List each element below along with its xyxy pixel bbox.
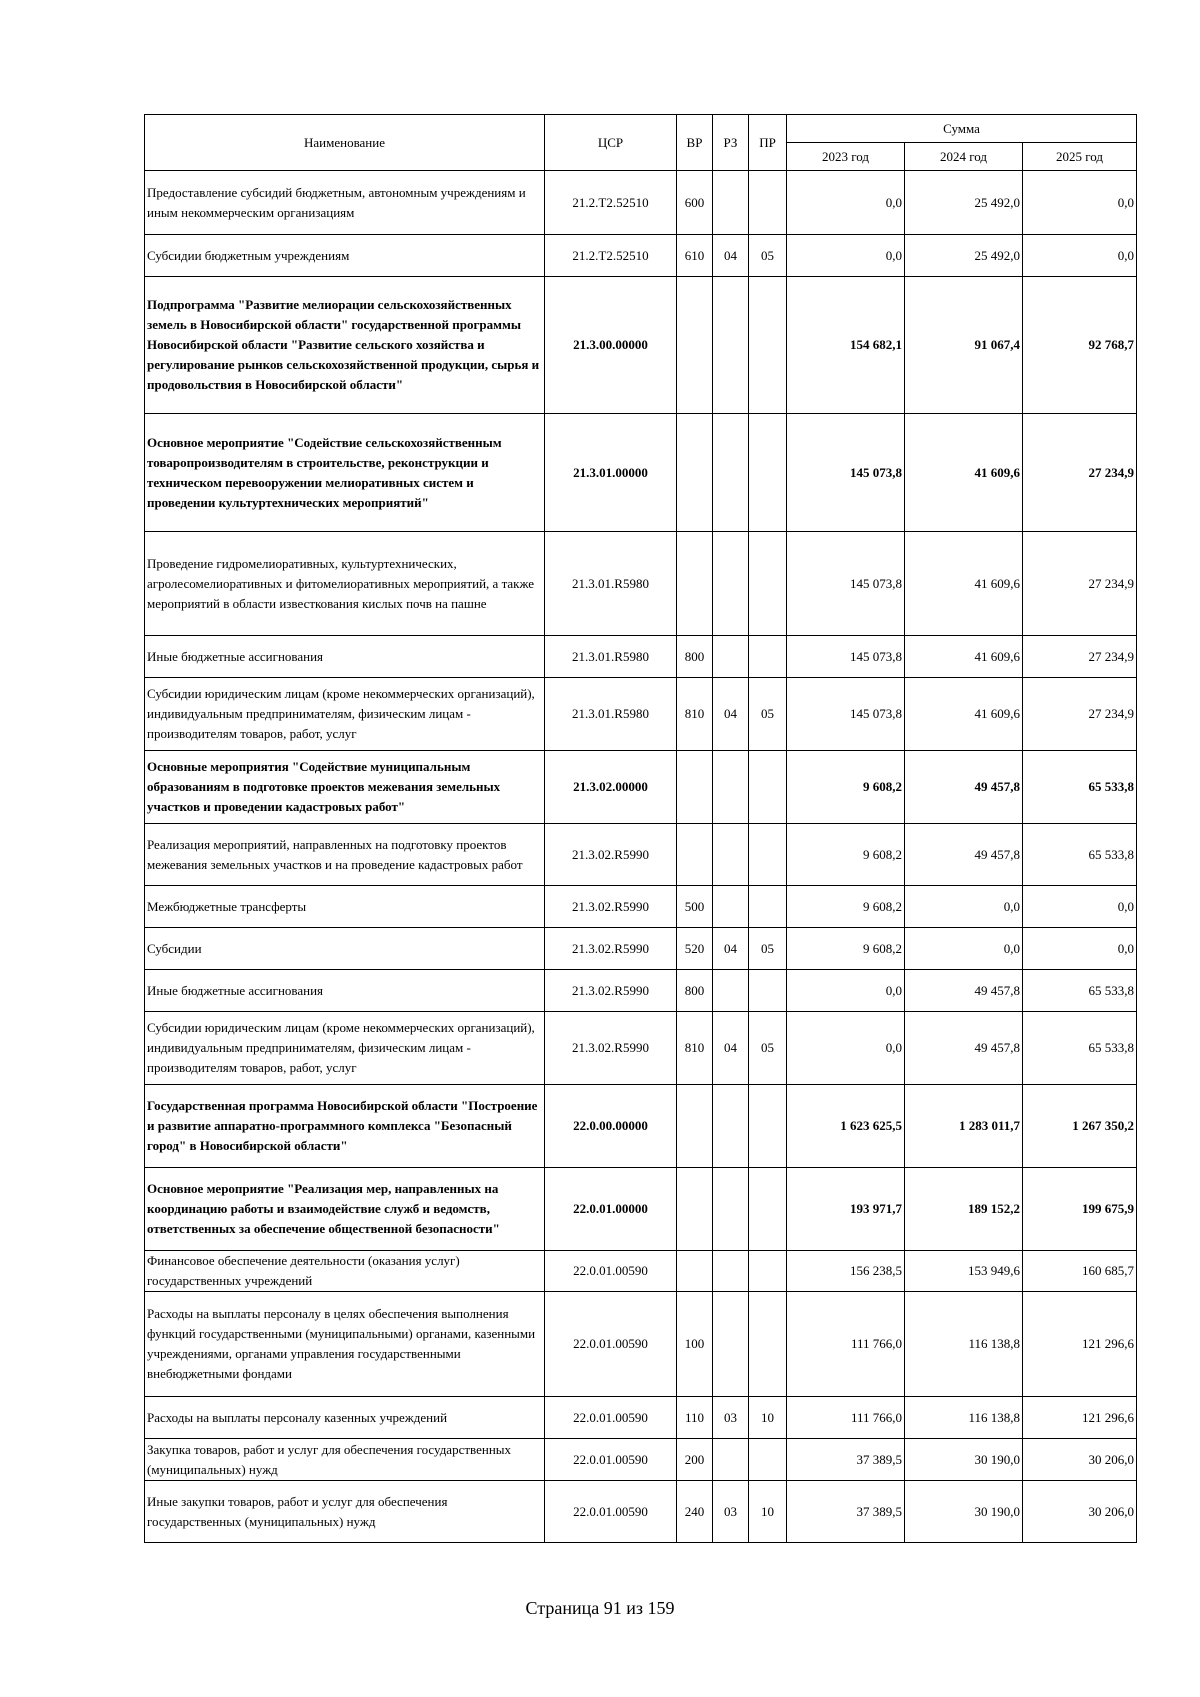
cell-amount-2023: 145 073,8: [787, 678, 905, 751]
cell-rz: [713, 970, 749, 1012]
cell-pr: [749, 636, 787, 678]
table-row: [145, 636, 1137, 678]
cell-rz: [713, 1251, 749, 1292]
cell-csr: 21.3.02.R5990: [545, 1012, 677, 1085]
cell-amount-2025: 160 685,7: [1023, 1251, 1137, 1292]
table-row: [145, 1439, 1137, 1481]
header-year-2024: 2024 год: [905, 143, 1023, 171]
table-row: [145, 1168, 1137, 1251]
cell-csr: 21.3.02.00000: [545, 751, 677, 824]
cell-amount-2024: 91 067,4: [905, 277, 1023, 414]
cell-csr: 21.3.01.R5980: [545, 532, 677, 636]
cell-name: Проведение гидромелиоративных, культуртехнических, агролесомелиоративных и фитомелиоративных мероприятий, а также мероприятий в области известкования кислых почв на пашне: [145, 532, 545, 636]
cell-vr: 520: [677, 928, 713, 970]
header-rz: РЗ: [713, 115, 749, 171]
cell-vr: 500: [677, 886, 713, 928]
cell-csr: 21.3.02.R5990: [545, 970, 677, 1012]
cell-amount-2023: 37 389,5: [787, 1481, 905, 1543]
cell-vr: 110: [677, 1397, 713, 1439]
header-vr: ВР: [677, 115, 713, 171]
cell-rz: [713, 171, 749, 235]
cell-amount-2025: 121 296,6: [1023, 1397, 1137, 1439]
cell-amount-2024: 30 190,0: [905, 1481, 1023, 1543]
cell-vr: 610: [677, 235, 713, 277]
cell-vr: 600: [677, 171, 713, 235]
cell-csr: 22.0.01.00590: [545, 1481, 677, 1543]
cell-amount-2023: 145 073,8: [787, 636, 905, 678]
cell-csr: 21.3.01.R5980: [545, 678, 677, 751]
cell-rz: [713, 886, 749, 928]
cell-csr: 21.2.Т2.52510: [545, 235, 677, 277]
cell-amount-2023: 154 682,1: [787, 277, 905, 414]
cell-amount-2025: 27 234,9: [1023, 636, 1137, 678]
cell-pr: 05: [749, 928, 787, 970]
cell-csr: 22.0.01.00590: [545, 1292, 677, 1397]
cell-rz: 03: [713, 1481, 749, 1543]
cell-amount-2024: 1 283 011,7: [905, 1085, 1023, 1168]
cell-amount-2024: 49 457,8: [905, 824, 1023, 886]
cell-pr: [749, 824, 787, 886]
cell-amount-2025: 27 234,9: [1023, 532, 1137, 636]
table-row: [145, 1251, 1137, 1292]
cell-csr: 22.0.01.00590: [545, 1251, 677, 1292]
cell-name: Субсидии бюджетным учреждениям: [145, 235, 545, 277]
cell-vr: 240: [677, 1481, 713, 1543]
cell-pr: [749, 414, 787, 532]
cell-amount-2024: 41 609,6: [905, 636, 1023, 678]
cell-pr: [749, 1085, 787, 1168]
header-csr: ЦСР: [545, 115, 677, 171]
cell-amount-2025: 0,0: [1023, 235, 1137, 277]
cell-vr: [677, 1085, 713, 1168]
cell-pr: 10: [749, 1481, 787, 1543]
cell-vr: 810: [677, 678, 713, 751]
table-row: [145, 751, 1137, 824]
cell-amount-2023: 145 073,8: [787, 532, 905, 636]
cell-csr: 21.3.02.R5990: [545, 824, 677, 886]
cell-amount-2024: 0,0: [905, 928, 1023, 970]
cell-pr: [749, 1292, 787, 1397]
cell-rz: [713, 532, 749, 636]
table-row: [145, 928, 1137, 970]
table-row: [145, 1292, 1137, 1397]
cell-amount-2025: 121 296,6: [1023, 1292, 1137, 1397]
cell-csr: 22.0.01.00000: [545, 1168, 677, 1251]
cell-vr: [677, 1168, 713, 1251]
cell-amount-2025: 0,0: [1023, 886, 1137, 928]
cell-pr: [749, 886, 787, 928]
cell-vr: [677, 751, 713, 824]
page-number: Страница 91 из 159: [525, 1598, 675, 1618]
cell-rz: [713, 751, 749, 824]
table-row: [145, 824, 1137, 886]
table-header: [145, 115, 1137, 171]
cell-vr: 100: [677, 1292, 713, 1397]
cell-csr: 21.3.01.00000: [545, 414, 677, 532]
cell-amount-2023: 9 608,2: [787, 824, 905, 886]
cell-vr: 800: [677, 636, 713, 678]
table-row: [145, 414, 1137, 532]
table-row: [145, 235, 1137, 277]
cell-rz: 04: [713, 235, 749, 277]
cell-name: Субсидии: [145, 928, 545, 970]
cell-amount-2023: 9 608,2: [787, 886, 905, 928]
cell-amount-2024: 41 609,6: [905, 532, 1023, 636]
cell-rz: [713, 1168, 749, 1251]
cell-vr: 810: [677, 1012, 713, 1085]
cell-name: Субсидии юридическим лицам (кроме некоммерческих организаций), индивидуальным предпринимателям, физическим лицам - производителям товаров, работ, услуг: [145, 678, 545, 751]
cell-pr: [749, 171, 787, 235]
cell-vr: [677, 532, 713, 636]
cell-amount-2024: 25 492,0: [905, 235, 1023, 277]
cell-name: Основное мероприятие "Реализация мер, направленных на координацию работы и взаимодействие служб и ведомств, ответственных за обеспечение общественной безопасности": [145, 1168, 545, 1251]
header-name: Наименование: [145, 115, 545, 171]
cell-pr: [749, 1251, 787, 1292]
cell-name: Основное мероприятие "Содействие сельскохозяйственным товаропроизводителям в строительстве, реконструкции и техническом перевооружении мелиоративных систем и проведении культуртехнических мероприятий": [145, 414, 545, 532]
table-row: [145, 678, 1137, 751]
cell-name: Иные закупки товаров, работ и услуг для обеспечения государственных (муниципальных) нужд: [145, 1481, 545, 1543]
header-year-2023: 2023 год: [787, 143, 905, 171]
cell-amount-2024: 41 609,6: [905, 414, 1023, 532]
cell-name: Реализация мероприятий, направленных на подготовку проектов межевания земельных участков и на проведение кадастровых работ: [145, 824, 545, 886]
cell-amount-2023: 156 238,5: [787, 1251, 905, 1292]
cell-csr: 21.2.Т2.52510: [545, 171, 677, 235]
cell-name: Иные бюджетные ассигнования: [145, 636, 545, 678]
cell-name: Подпрограмма "Развитие мелиорации сельскохозяйственных земель в Новосибирской области" государственной программы Новосибирской области "Развитие сельского хозяйства и регулирование рынков сельскохозяйственной продукции, сырья и продовольствия в Новосибирской области": [145, 277, 545, 414]
cell-pr: 05: [749, 678, 787, 751]
cell-rz: [713, 824, 749, 886]
cell-rz: 04: [713, 1012, 749, 1085]
cell-name: Межбюджетные трансферты: [145, 886, 545, 928]
cell-amount-2024: 49 457,8: [905, 751, 1023, 824]
cell-amount-2024: 116 138,8: [905, 1292, 1023, 1397]
cell-amount-2024: 30 190,0: [905, 1439, 1023, 1481]
cell-rz: [713, 414, 749, 532]
table-row: [145, 1012, 1137, 1085]
cell-rz: 04: [713, 678, 749, 751]
cell-pr: 10: [749, 1397, 787, 1439]
cell-pr: [749, 1439, 787, 1481]
cell-pr: [749, 970, 787, 1012]
table-row: [145, 1397, 1137, 1439]
table-row: [145, 970, 1137, 1012]
cell-pr: 05: [749, 235, 787, 277]
cell-rz: [713, 277, 749, 414]
cell-amount-2023: 193 971,7: [787, 1168, 905, 1251]
cell-pr: [749, 532, 787, 636]
cell-name: Основные мероприятия "Содействие муниципальным образованиям в подготовке проектов межевания земельных участков и проведении кадастровых работ": [145, 751, 545, 824]
cell-rz: [713, 636, 749, 678]
cell-amount-2025: 65 533,8: [1023, 824, 1137, 886]
table-row: [145, 277, 1137, 414]
table-row: [145, 171, 1137, 235]
cell-vr: 200: [677, 1439, 713, 1481]
cell-amount-2025: 199 675,9: [1023, 1168, 1137, 1251]
cell-rz: 04: [713, 928, 749, 970]
cell-rz: [713, 1439, 749, 1481]
cell-amount-2023: 0,0: [787, 235, 905, 277]
cell-csr: 21.3.02.R5990: [545, 928, 677, 970]
cell-name: Иные бюджетные ассигнования: [145, 970, 545, 1012]
cell-amount-2025: 30 206,0: [1023, 1481, 1137, 1543]
cell-vr: [677, 1251, 713, 1292]
cell-amount-2025: 92 768,7: [1023, 277, 1137, 414]
cell-csr: 21.3.00.00000: [545, 277, 677, 414]
table-row: [145, 886, 1137, 928]
header-sum: Сумма: [787, 115, 1137, 143]
table-row: [145, 532, 1137, 636]
cell-amount-2024: 0,0: [905, 886, 1023, 928]
cell-name: Расходы на выплаты персоналу в целях обеспечения выполнения функций государственными (муниципальными) органами, казенными учреждениями, органами управления государственными внебюджетными фондами: [145, 1292, 545, 1397]
cell-rz: 03: [713, 1397, 749, 1439]
cell-name: Предоставление субсидий бюджетным, автономным учреждениям и иным некоммерческим организациям: [145, 171, 545, 235]
header-year-2025: 2025 год: [1023, 143, 1137, 171]
cell-amount-2025: 30 206,0: [1023, 1439, 1137, 1481]
cell-csr: 22.0.01.00590: [545, 1397, 677, 1439]
cell-amount-2024: 49 457,8: [905, 970, 1023, 1012]
cell-vr: [677, 277, 713, 414]
cell-name: Закупка товаров, работ и услуг для обеспечения государственных (муниципальных) нужд: [145, 1439, 545, 1481]
cell-vr: [677, 414, 713, 532]
table-body: [145, 171, 1137, 1543]
cell-amount-2025: 0,0: [1023, 928, 1137, 970]
cell-pr: 05: [749, 1012, 787, 1085]
cell-amount-2024: 189 152,2: [905, 1168, 1023, 1251]
cell-csr: 21.3.01.R5980: [545, 636, 677, 678]
header-pr: ПР: [749, 115, 787, 171]
cell-amount-2024: 25 492,0: [905, 171, 1023, 235]
cell-amount-2023: 111 766,0: [787, 1397, 905, 1439]
cell-amount-2023: 9 608,2: [787, 928, 905, 970]
cell-pr: [749, 277, 787, 414]
budget-table: [144, 114, 1137, 1543]
cell-csr: 22.0.00.00000: [545, 1085, 677, 1168]
cell-pr: [749, 1168, 787, 1251]
cell-amount-2025: 27 234,9: [1023, 414, 1137, 532]
cell-pr: [749, 751, 787, 824]
cell-amount-2023: 0,0: [787, 970, 905, 1012]
cell-amount-2025: 65 533,8: [1023, 970, 1137, 1012]
cell-amount-2023: 1 623 625,5: [787, 1085, 905, 1168]
cell-amount-2023: 111 766,0: [787, 1292, 905, 1397]
cell-amount-2023: 9 608,2: [787, 751, 905, 824]
cell-amount-2024: 153 949,6: [905, 1251, 1023, 1292]
cell-name: Финансовое обеспечение деятельности (оказания услуг) государственных учреждений: [145, 1251, 545, 1292]
cell-amount-2023: 145 073,8: [787, 414, 905, 532]
cell-name: Субсидии юридическим лицам (кроме некоммерческих организаций), индивидуальным предпринимателям, физическим лицам - производителям товаров, работ, услуг: [145, 1012, 545, 1085]
cell-amount-2024: 116 138,8: [905, 1397, 1023, 1439]
cell-amount-2025: 65 533,8: [1023, 1012, 1137, 1085]
cell-amount-2025: 1 267 350,2: [1023, 1085, 1137, 1168]
cell-amount-2023: 37 389,5: [787, 1439, 905, 1481]
cell-vr: 800: [677, 970, 713, 1012]
cell-name: Расходы на выплаты персоналу казенных учреждений: [145, 1397, 545, 1439]
table-row: [145, 1481, 1137, 1543]
cell-amount-2024: 41 609,6: [905, 678, 1023, 751]
cell-csr: 21.3.02.R5990: [545, 886, 677, 928]
cell-rz: [713, 1292, 749, 1397]
cell-amount-2025: 0,0: [1023, 171, 1137, 235]
cell-csr: 22.0.01.00590: [545, 1439, 677, 1481]
cell-vr: [677, 824, 713, 886]
cell-name: Государственная программа Новосибирской области "Построение и развитие аппаратно-программного комплекса "Безопасный город" в Новосибирской области": [145, 1085, 545, 1168]
cell-rz: [713, 1085, 749, 1168]
cell-amount-2025: 27 234,9: [1023, 678, 1137, 751]
cell-amount-2025: 65 533,8: [1023, 751, 1137, 824]
cell-amount-2024: 49 457,8: [905, 1012, 1023, 1085]
cell-amount-2023: 0,0: [787, 1012, 905, 1085]
cell-amount-2023: 0,0: [787, 171, 905, 235]
table-row: [145, 1085, 1137, 1168]
